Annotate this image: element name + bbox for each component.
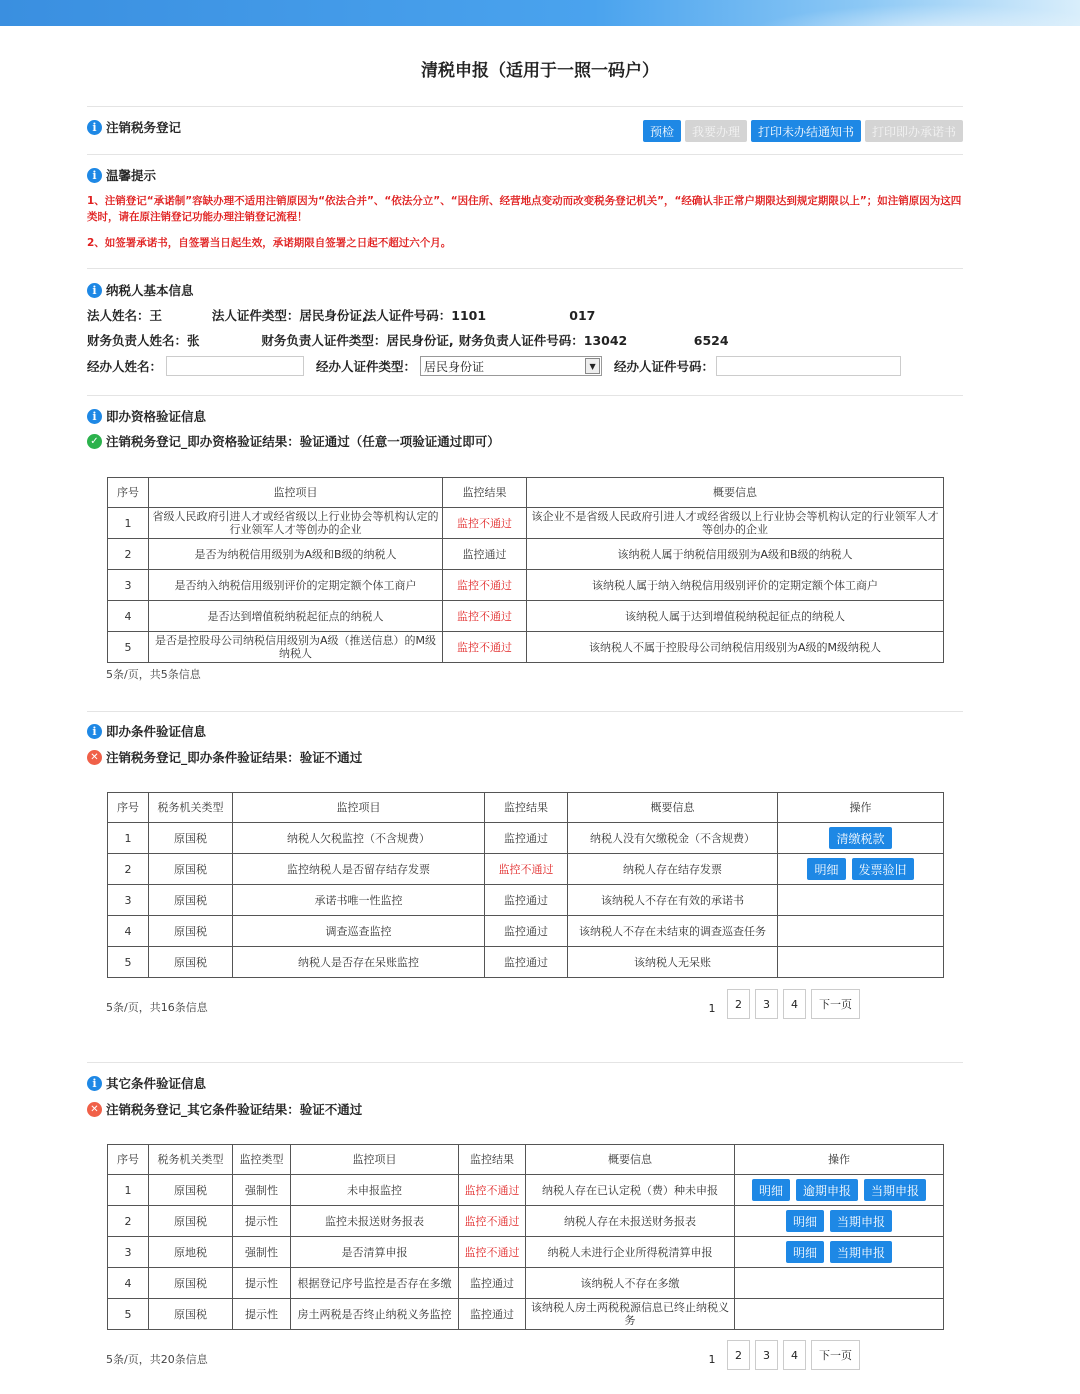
column-header: 税务机关类型 (149, 1145, 233, 1175)
table-cell: 1 (108, 823, 149, 854)
banner-wave (720, 0, 1080, 26)
section-heading: 即办条件验证信息 (106, 724, 207, 739)
next-page-button[interactable]: 下一页 (811, 989, 860, 1019)
section-heading: 纳税人基本信息 (106, 283, 194, 298)
table-cell: 原国税 (149, 1175, 233, 1206)
info-icon: i (87, 120, 102, 135)
section-heading: 注销税务登记 (106, 120, 182, 135)
column-header: 监控项目 (149, 478, 443, 508)
row-action-button[interactable]: 逾期申报 (796, 1179, 858, 1201)
table-row (108, 1237, 944, 1268)
table-cell: 该纳税人不属于控股母公司纳税信用级别为A级的M级纳税人 (527, 632, 944, 663)
agent-id-type-value: 居民身份证 (424, 359, 485, 374)
divider (87, 395, 963, 396)
table-cell: 该纳税人属于达到增值税纳税起征点的纳税人 (527, 601, 944, 632)
table-cell: 强制性 (233, 1175, 291, 1206)
table-cell: 4 (108, 601, 149, 632)
table-cell: 监控通过 (485, 885, 568, 916)
table-cell: 该纳税人房土两税税源信息已终止纳税义务 (526, 1299, 735, 1330)
legal-person-line (87, 306, 595, 324)
table-row (108, 1206, 944, 1237)
action-buttons (738, 1210, 940, 1232)
result-text: 注销税务登记_即办条件验证结果：验证不通过 (106, 750, 363, 765)
table-cell: 5 (108, 947, 149, 978)
toolbar (643, 120, 963, 142)
table-cell: 该纳税人属于纳入纳税信用级别评价的定期定额个体工商户 (527, 570, 944, 601)
row-action-button[interactable]: 当期申报 (830, 1241, 892, 1263)
print-commitment-button[interactable]: 打印即办承诺书 (865, 120, 963, 142)
actions-cell (735, 1237, 944, 1268)
page-3-button[interactable]: 3 (755, 1340, 778, 1370)
agent-name-label: 经办人姓名： (87, 359, 163, 374)
page-4-button[interactable]: 4 (783, 1340, 806, 1370)
others-footer: 5条/页，共20条信息 (106, 1353, 208, 1366)
error-icon: ✕ (87, 750, 102, 765)
print-unfinished-notice-button[interactable]: 打印未办结通知书 (751, 120, 861, 142)
table-cell: 提示性 (233, 1299, 291, 1330)
finance-id-type: 居民身份证, (386, 333, 454, 348)
table-cell: 未申报监控 (291, 1175, 459, 1206)
table-cell: 3 (108, 1237, 149, 1268)
section-qualification (87, 407, 206, 425)
tip-line-2: 2、如签署承诺书，自签署当日起生效，承诺期限自签署之日起不超过六个月。 (87, 237, 452, 249)
column-header: 概要信息 (568, 793, 778, 823)
table-cell: 承诺书唯一性监控 (233, 885, 485, 916)
row-action-button[interactable]: 明细 (786, 1241, 824, 1263)
page-title: 清税申报（适用于一照一码户） (421, 61, 659, 81)
actions-cell (735, 1206, 944, 1237)
table-header-row (108, 1145, 944, 1175)
table-cell: 原国税 (149, 947, 233, 978)
table-cell: 监控不通过 (459, 1206, 526, 1237)
table-cell: 监控不通过 (443, 508, 527, 539)
qualification-result (87, 432, 500, 450)
conditions-footer: 5条/页，共16条信息 (106, 1001, 208, 1014)
action-buttons (738, 1241, 940, 1263)
finance-id-no-label: 财务负责人证件号码： (458, 333, 584, 348)
column-header: 监控结果 (443, 478, 527, 508)
finance-id-type-label: 财务负责人证件类型： (261, 333, 387, 348)
handle-button[interactable]: 我要办理 (685, 120, 747, 142)
finance-name: 张 (187, 333, 200, 348)
section-heading: 其它条件验证信息 (106, 1076, 207, 1091)
table-cell: 5 (108, 632, 149, 663)
info-icon: i (87, 168, 102, 183)
info-icon: i (87, 409, 102, 424)
action-buttons (781, 827, 940, 849)
table-row (108, 947, 944, 978)
table-cell: 监控不通过 (485, 854, 568, 885)
row-action-button[interactable]: 明细 (752, 1179, 790, 1201)
table-row (108, 885, 944, 916)
column-header: 概要信息 (527, 478, 944, 508)
table-cell: 纳税人是否存在呆账监控 (233, 947, 485, 978)
agent-id-type-select[interactable] (420, 356, 602, 376)
column-header: 监控结果 (485, 793, 568, 823)
dropdown-arrow-icon[interactable]: ▼ (585, 358, 600, 374)
actions-cell (778, 947, 944, 978)
column-header: 监控项目 (233, 793, 485, 823)
table-cell: 提示性 (233, 1206, 291, 1237)
table-cell: 监控通过 (485, 947, 568, 978)
result-text: 注销税务登记_其它条件验证结果：验证不通过 (106, 1102, 363, 1117)
table-cell: 该纳税人属于纳税信用级别为A级和B级的纳税人 (527, 539, 944, 570)
action-buttons (781, 858, 940, 880)
column-header: 概要信息 (526, 1145, 735, 1175)
table-row (108, 916, 944, 947)
column-header: 序号 (108, 793, 149, 823)
table-cell: 纳税人存在结存发票 (568, 854, 778, 885)
top-banner (0, 0, 1080, 26)
table-cell: 监控不通过 (459, 1175, 526, 1206)
others-table (107, 1144, 944, 1330)
table-cell: 2 (108, 1206, 149, 1237)
table-cell: 调查巡查监控 (233, 916, 485, 947)
table-cell: 监控不通过 (443, 570, 527, 601)
table-cell: 是否达到增值税纳税起征点的纳税人 (149, 601, 443, 632)
table-cell: 是否纳入纳税信用级别评价的定期定额个体工商户 (149, 570, 443, 601)
table-cell: 纳税人欠税监控（不含规费） (233, 823, 485, 854)
table-cell: 4 (108, 916, 149, 947)
table-row (108, 854, 944, 885)
section-taxpayer (87, 281, 194, 299)
table-cell: 监控通过 (459, 1299, 526, 1330)
current-page: 1 (708, 1001, 716, 1015)
page-2-button[interactable]: 2 (727, 989, 750, 1019)
table-cell: 是否是控股母公司纳税信用级别为A级（推送信息）的M级纳税人 (149, 632, 443, 663)
legal-id-type-label: 法人证件类型： (211, 308, 300, 323)
conditions-result (87, 748, 362, 766)
table-cell: 监控纳税人是否留存结存发票 (233, 854, 485, 885)
table-cell: 该纳税人不存在有效的承诺书 (568, 885, 778, 916)
table-row (108, 632, 944, 663)
table-cell: 2 (108, 854, 149, 885)
table-cell: 4 (108, 1268, 149, 1299)
page-2-button[interactable]: 2 (727, 1340, 750, 1370)
actions-cell (735, 1299, 944, 1330)
others-result (87, 1100, 362, 1118)
info-icon: i (87, 724, 102, 739)
actions-cell (735, 1175, 944, 1206)
section-conditions (87, 722, 206, 740)
check-icon: ✓ (87, 434, 102, 449)
table-cell: 是否清算申报 (291, 1237, 459, 1268)
table-cell: 3 (108, 570, 149, 601)
row-action-button[interactable]: 当期申报 (864, 1179, 926, 1201)
table-cell: 原国税 (149, 1299, 233, 1330)
legal-id-no-part1: 1101 (451, 308, 487, 323)
table-cell: 3 (108, 885, 149, 916)
table-cell: 原地税 (149, 1237, 233, 1268)
row-action-button[interactable]: 当期申报 (830, 1210, 892, 1232)
table-cell: 监控未报送财务报表 (291, 1206, 459, 1237)
table-cell: 监控通过 (485, 916, 568, 947)
table-header-row (108, 793, 944, 823)
legal-id-type: 居民身份证, (299, 308, 367, 323)
divider (87, 268, 963, 269)
table-row (108, 823, 944, 854)
table-header-row (108, 478, 944, 508)
table-cell: 监控通过 (443, 539, 527, 570)
agent-row (87, 356, 901, 376)
finance-person-line (87, 331, 729, 349)
table-cell: 1 (108, 508, 149, 539)
table-cell: 省级人民政府引进人才或经省级以上行业协会等机构认定的行业领军人才等创办的企业 (149, 508, 443, 539)
table-cell: 纳税人未进行企业所得税清算申报 (526, 1237, 735, 1268)
precheck-button[interactable]: 预检 (643, 120, 681, 142)
legal-id-no-part2: 017 (569, 308, 596, 323)
table-row (108, 1268, 944, 1299)
legal-name: 王 (149, 308, 163, 323)
agent-name-input[interactable] (166, 356, 304, 376)
info-icon: i (87, 1076, 102, 1091)
table-cell: 监控通过 (459, 1268, 526, 1299)
qualification-footer: 5条/页，共5条信息 (106, 668, 201, 681)
table-cell: 该纳税人无呆账 (568, 947, 778, 978)
row-action-button[interactable]: 明细 (786, 1210, 824, 1232)
table-cell: 该纳税人不存在未结束的调查巡查任务 (568, 916, 778, 947)
section-others (87, 1074, 206, 1092)
section-heading: 即办资格验证信息 (106, 409, 207, 424)
actions-cell (735, 1268, 944, 1299)
table-row (108, 1175, 944, 1206)
section-tips (87, 166, 156, 184)
finance-id-no-part2: 6524 (693, 333, 729, 348)
page-4-button[interactable]: 4 (783, 989, 806, 1019)
row-action-button[interactable]: 明细 (807, 858, 845, 880)
table-cell: 监控通过 (485, 823, 568, 854)
legal-id-no-label: 法人证件号码： (363, 308, 452, 323)
divider (87, 154, 963, 155)
table-cell: 原国税 (149, 823, 233, 854)
column-header: 监控类型 (233, 1145, 291, 1175)
table-row (108, 570, 944, 601)
table-cell: 该企业不是省级人民政府引进人才或经省级以上行业协会等机构认定的行业领军人才等创办的企业 (527, 508, 944, 539)
action-buttons (738, 1179, 940, 1201)
column-header: 监控结果 (459, 1145, 526, 1175)
divider (87, 106, 963, 107)
page-3-button[interactable]: 3 (755, 989, 778, 1019)
column-header: 税务机关类型 (149, 793, 233, 823)
table-cell: 纳税人存在已认定税（费）种未申报 (526, 1175, 735, 1206)
table-cell: 提示性 (233, 1268, 291, 1299)
column-header: 序号 (108, 1145, 149, 1175)
others-pagination (702, 1340, 860, 1370)
result-text: 注销税务登记_即办资格验证结果：验证通过（任意一项验证通过即可） (106, 434, 500, 449)
divider (87, 1062, 963, 1063)
table-cell: 2 (108, 539, 149, 570)
table-row (108, 539, 944, 570)
table-cell: 纳税人存在未报送财务报表 (526, 1206, 735, 1237)
column-header: 序号 (108, 478, 149, 508)
table-cell: 原国税 (149, 1268, 233, 1299)
table-cell: 原国税 (149, 1206, 233, 1237)
info-icon: i (87, 283, 102, 298)
table-cell: 原国税 (149, 854, 233, 885)
section-deregistration (87, 118, 181, 136)
actions-cell (778, 885, 944, 916)
table-row (108, 508, 944, 539)
current-page: 1 (708, 1352, 716, 1366)
table-cell: 原国税 (149, 885, 233, 916)
error-icon: ✕ (87, 1102, 102, 1117)
actions-cell (778, 854, 944, 885)
conditions-table (107, 792, 944, 978)
agent-id-type-label: 经办人证件类型： (316, 359, 417, 374)
finance-id-no-part1: 13042 (583, 333, 628, 348)
table-cell: 房土两税是否终止纳税义务监控 (291, 1299, 459, 1330)
column-header: 操作 (735, 1145, 944, 1175)
table-row (108, 1299, 944, 1330)
agent-id-no-label: 经办人证件号码： (614, 359, 715, 374)
actions-cell (778, 823, 944, 854)
column-header: 操作 (778, 793, 944, 823)
table-cell: 监控不通过 (443, 601, 527, 632)
table-cell: 5 (108, 1299, 149, 1330)
table-row (108, 601, 944, 632)
legal-name-label: 法人姓名： (87, 308, 150, 323)
table-cell: 1 (108, 1175, 149, 1206)
table-cell: 纳税人没有欠缴税金（不含规费） (568, 823, 778, 854)
table-cell: 是否为纳税信用级别为A级和B级的纳税人 (149, 539, 443, 570)
table-cell: 强制性 (233, 1237, 291, 1268)
row-action-button[interactable]: 清缴税款 (829, 827, 891, 849)
tip-line-1: 1、注销登记“承诺制”容缺办理不适用注销原因为“依法合并”、“依法分立”、“因住所、经营地点变动而改变税务登记机关”，“经确认非正常户期限达到规定期限以上”；如注销原因为这四类时，请在原注销登记功能办理注销登记流程！ (87, 195, 962, 223)
column-header: 监控项目 (291, 1145, 459, 1175)
actions-cell (778, 916, 944, 947)
next-page-button[interactable]: 下一页 (811, 1340, 860, 1370)
table-cell: 原国税 (149, 916, 233, 947)
table-cell: 根据登记序号监控是否存在多缴 (291, 1268, 459, 1299)
qualification-table (107, 477, 944, 663)
finance-name-label: 财务负责人姓名： (87, 333, 188, 348)
divider (87, 711, 963, 712)
table-cell: 该纳税人不存在多缴 (526, 1268, 735, 1299)
table-cell: 监控不通过 (459, 1237, 526, 1268)
section-heading: 温馨提示 (106, 168, 157, 183)
agent-id-no-input[interactable] (716, 356, 901, 376)
row-action-button[interactable]: 发票验旧 (852, 858, 914, 880)
conditions-pagination (702, 989, 860, 1019)
table-cell: 监控不通过 (443, 632, 527, 663)
